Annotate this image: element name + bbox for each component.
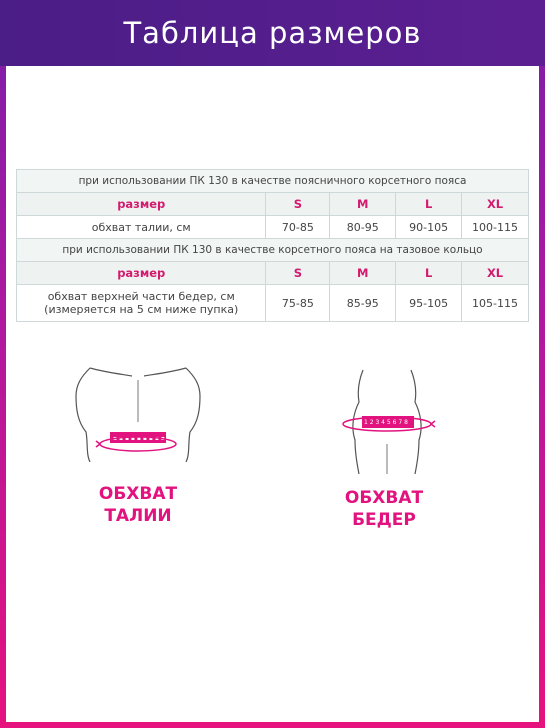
waist-value-xl: 100-115: [462, 216, 529, 239]
waist-row: [17, 216, 529, 239]
hip-label-line2: (измеряется на 5 см ниже пупка): [44, 303, 239, 316]
size-m: M: [330, 262, 396, 285]
torso-outline-right: [186, 368, 200, 462]
hip-caption: [324, 487, 444, 531]
hip-value-m: 85-95: [330, 285, 396, 322]
waist-label: обхват талии, см: [17, 216, 266, 239]
size-xl: XL: [462, 262, 529, 285]
waist-value-m: 80-95: [330, 216, 396, 239]
hip-label-line1: обхват верхней части бедер, см: [47, 290, 235, 303]
waist-caption: [78, 483, 198, 527]
hip-row: [17, 285, 529, 322]
section1-title: при использовании ПК 130 в качестве поясничного корсетного пояса: [17, 170, 529, 193]
belt-pattern: ▪ ▪ ▪ ▪ ▪ ▪ ▪ ▪ ▪: [113, 435, 165, 442]
waist-value-l: 90-105: [396, 216, 462, 239]
size-label: размер: [17, 193, 266, 216]
size-label: размер: [17, 262, 266, 285]
size-table: [16, 169, 529, 322]
waist-caption-line2: ТАЛИИ: [104, 506, 172, 526]
hip-outline-left: [353, 370, 363, 474]
size-l: L: [396, 193, 462, 216]
hip-belt-pattern: 1 2 3 4 5 6 7 8: [364, 419, 408, 426]
waist-caption-line1: ОБХВАТ: [98, 484, 178, 504]
size-xl: XL: [462, 193, 529, 216]
size-header-row: [17, 193, 529, 216]
shoulder-right: [144, 368, 186, 376]
section-title-row: [17, 170, 529, 193]
hip-caption-line2: БЕДЕР: [352, 510, 416, 530]
hip-ring-arrow: [431, 421, 435, 427]
size-m: M: [330, 193, 396, 216]
hip-torso-illustration: [329, 366, 439, 476]
hip-label: [17, 285, 266, 322]
hip-value-l: 95-105: [396, 285, 462, 322]
content-panel: [6, 66, 539, 722]
torso-outline-left: [76, 368, 90, 462]
shoulder-left: [90, 368, 132, 376]
hip-value-s: 75-85: [266, 285, 330, 322]
waist-value-s: 70-85: [266, 216, 330, 239]
ring-arrow: [96, 441, 100, 447]
section2-title: при использовании ПК 130 в качестве корсетного пояса на тазовое кольцо: [17, 239, 529, 262]
size-header-row: [17, 262, 529, 285]
size-l: L: [396, 262, 462, 285]
header-bar: [0, 0, 545, 66]
hip-caption-line1: ОБХВАТ: [344, 488, 424, 508]
section-title-row: [17, 239, 529, 262]
page-title: Таблица размеров: [123, 16, 422, 50]
size-s: S: [266, 193, 330, 216]
waist-torso-illustration: [68, 362, 208, 462]
size-s: S: [266, 262, 330, 285]
hip-value-xl: 105-115: [462, 285, 529, 322]
